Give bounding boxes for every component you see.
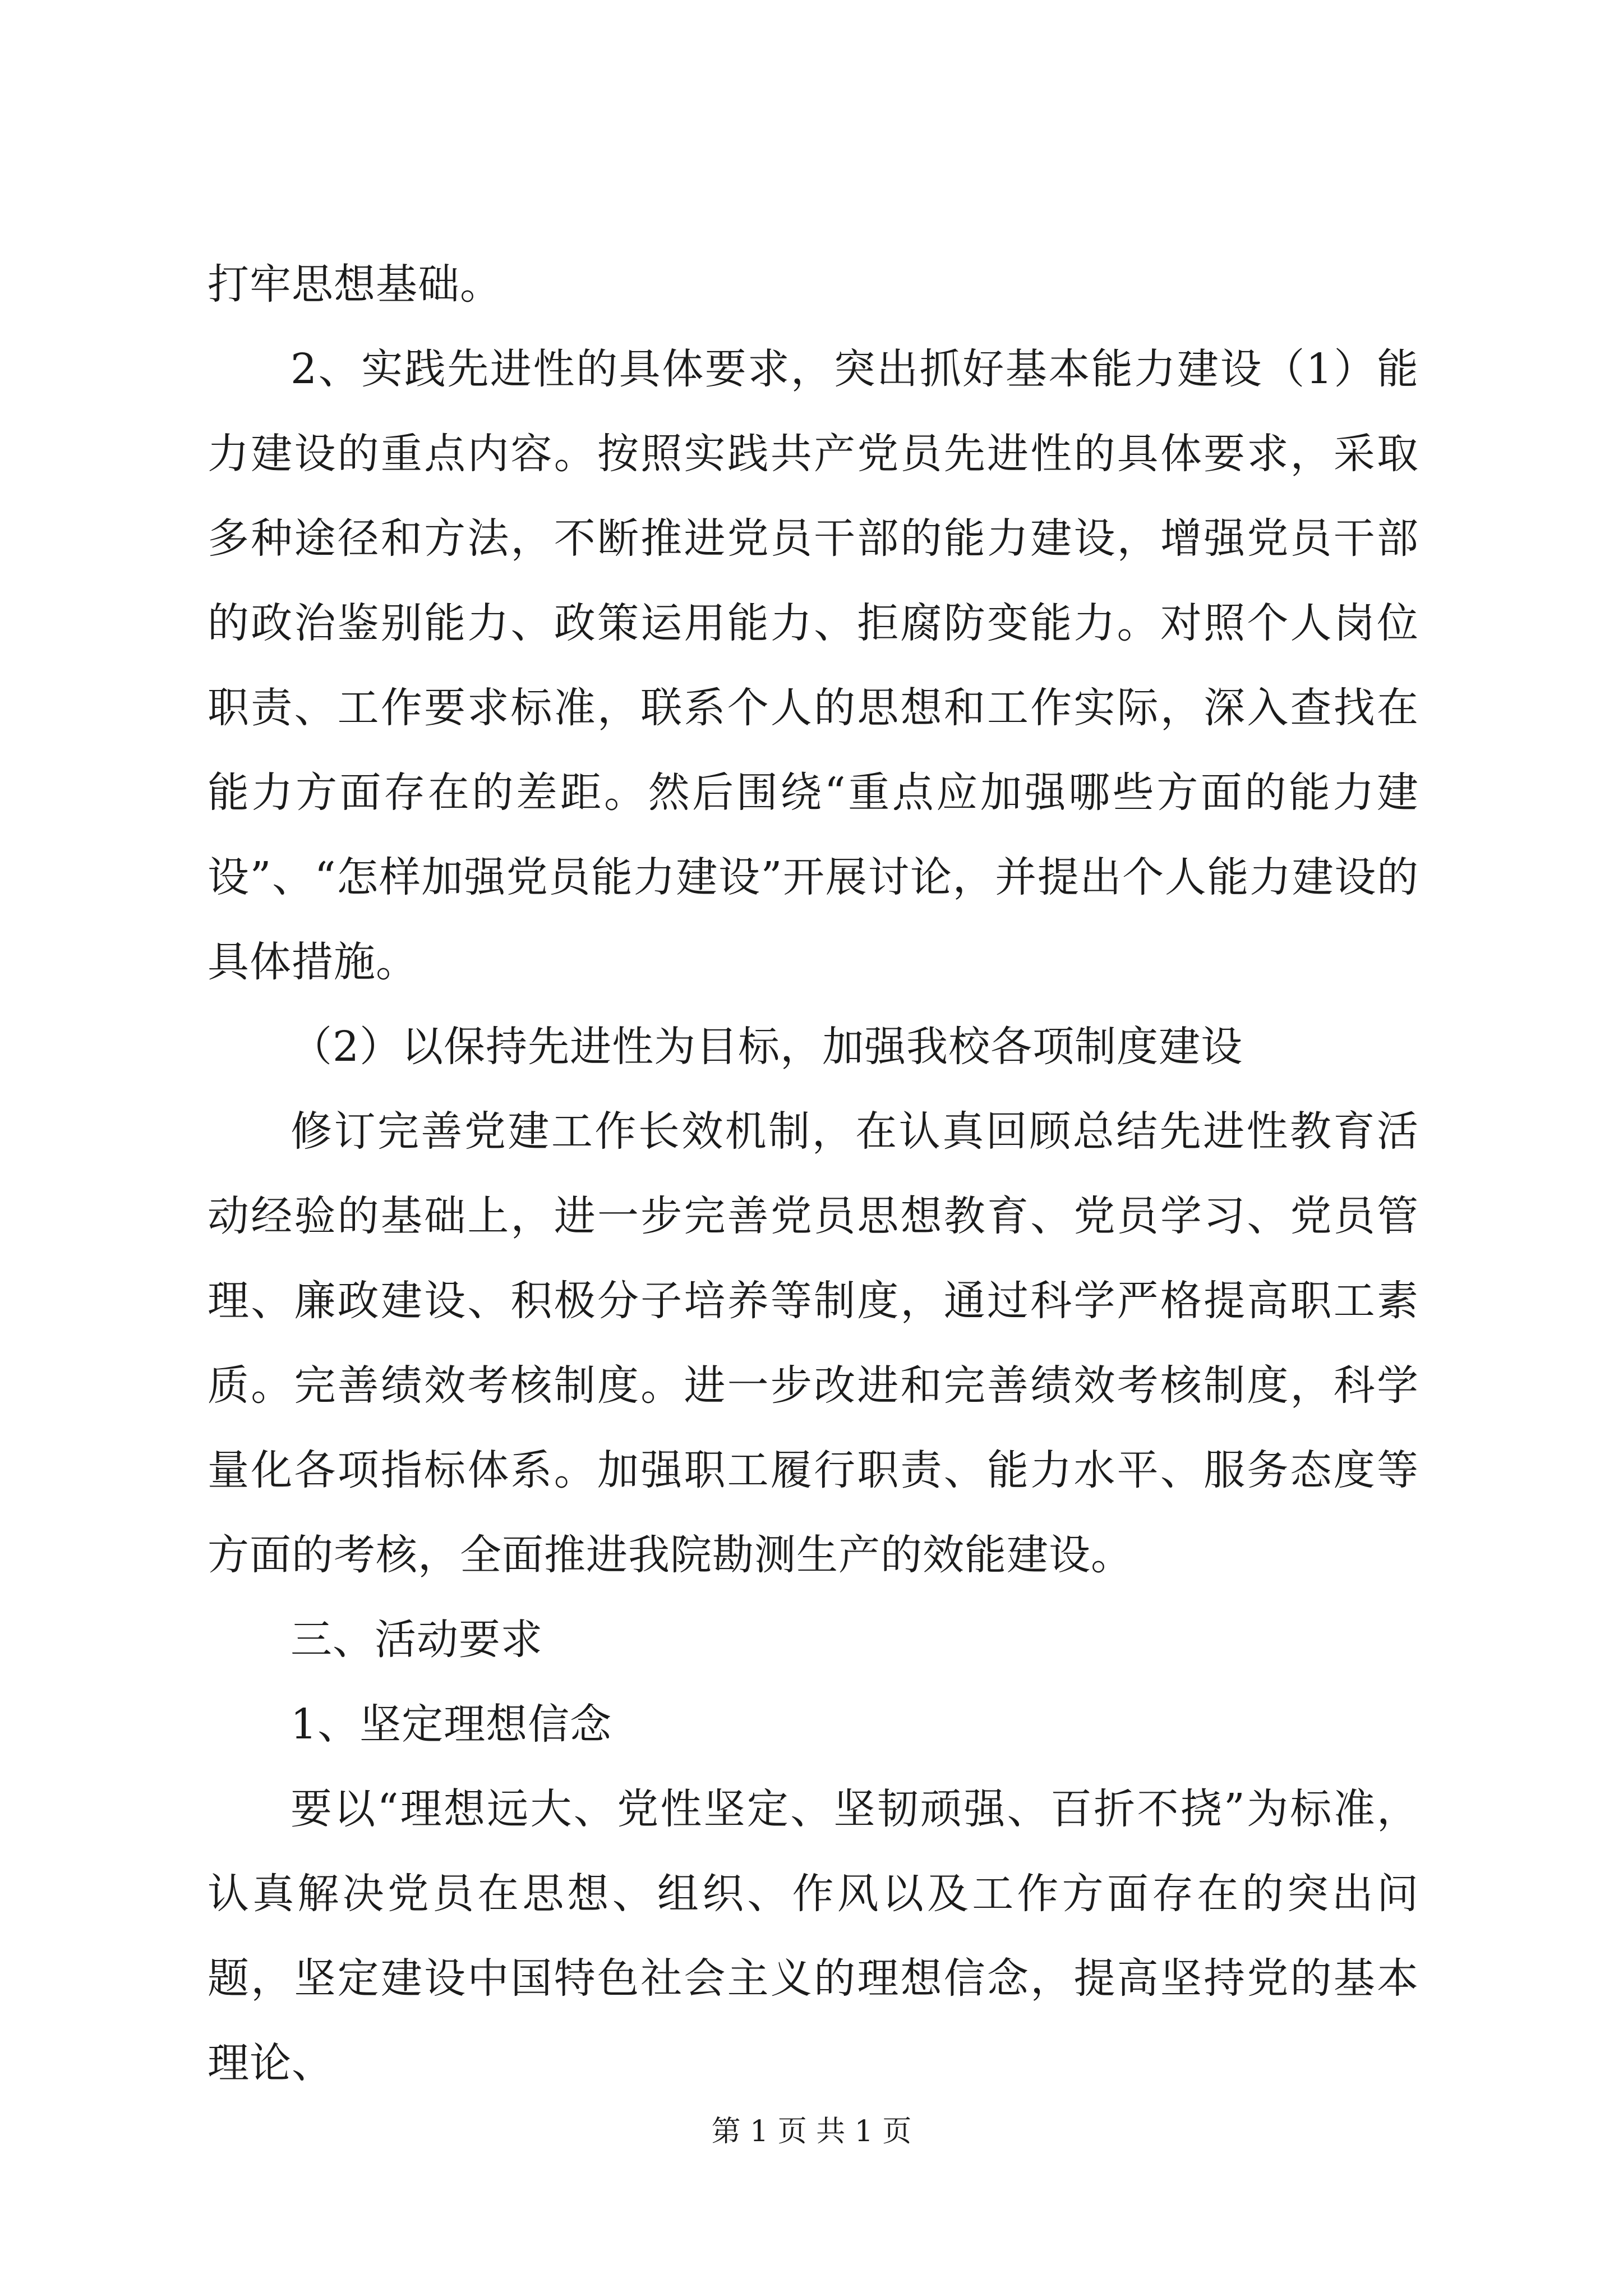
paragraph-capacity-building: 2、实践先进性的具体要求，突出抓好基本能力建设（1）能力建设的重点内容。按照实践共产党员先进性的具体要求，采取多种途径和方法，不断推进党员干部的能力建设，增强党员干部的政治鉴别能力、政策运用能力、拒腐防变能力。对照个人岗位职责、工作要求标准，联系个人的思想和工作实际，深入查找在能力方面存在的差距。然后围绕“重点应加强哪些方面的能力建设”、“怎样加强党员能力建设”开展讨论，并提出个人能力建设的具体措施。: [208, 345, 1419, 986]
paragraph-system-building-heading: （2）以保持先进性为目标，加强我校各项制度建设: [291, 1023, 1243, 1071]
paragraph-firm-ideals: 要以“理想远大、党性坚定、坚韧顽强、百折不挠”为标准，认真解决党员在思想、组织、作风以及工作方面存在的突出问题，坚定建设中国特色社会主义的理想信念，提高坚持党的基本理论、: [208, 1785, 1419, 2087]
paragraph-continuation: 打牢思想基础。: [208, 260, 502, 309]
section-heading-activity-requirements: 三、活动要求: [291, 1616, 543, 1664]
page-footer: 第 1 页 共 1 页: [711, 2115, 912, 2148]
paragraph-system-building: 修订完善党建工作长效机制，在认真回顾总结先进性教育活动经验的基础上，进一步完善党员思想教育、党员学习、党员管理、廉政建设、积极分子培养等制度，通过科学严格提高职工素质。完善绩效考核制度。进一步改进和完善绩效考核制度，科学量化各项指标体系。加强职工履行职责、能力水平、服务态度等方面的考核，全面推进我院勘测生产的效能建设。: [208, 1107, 1419, 1579]
document-body: [208, 242, 1419, 2106]
subheading-firm-ideals: 1、坚定理想信念: [291, 1700, 612, 1749]
